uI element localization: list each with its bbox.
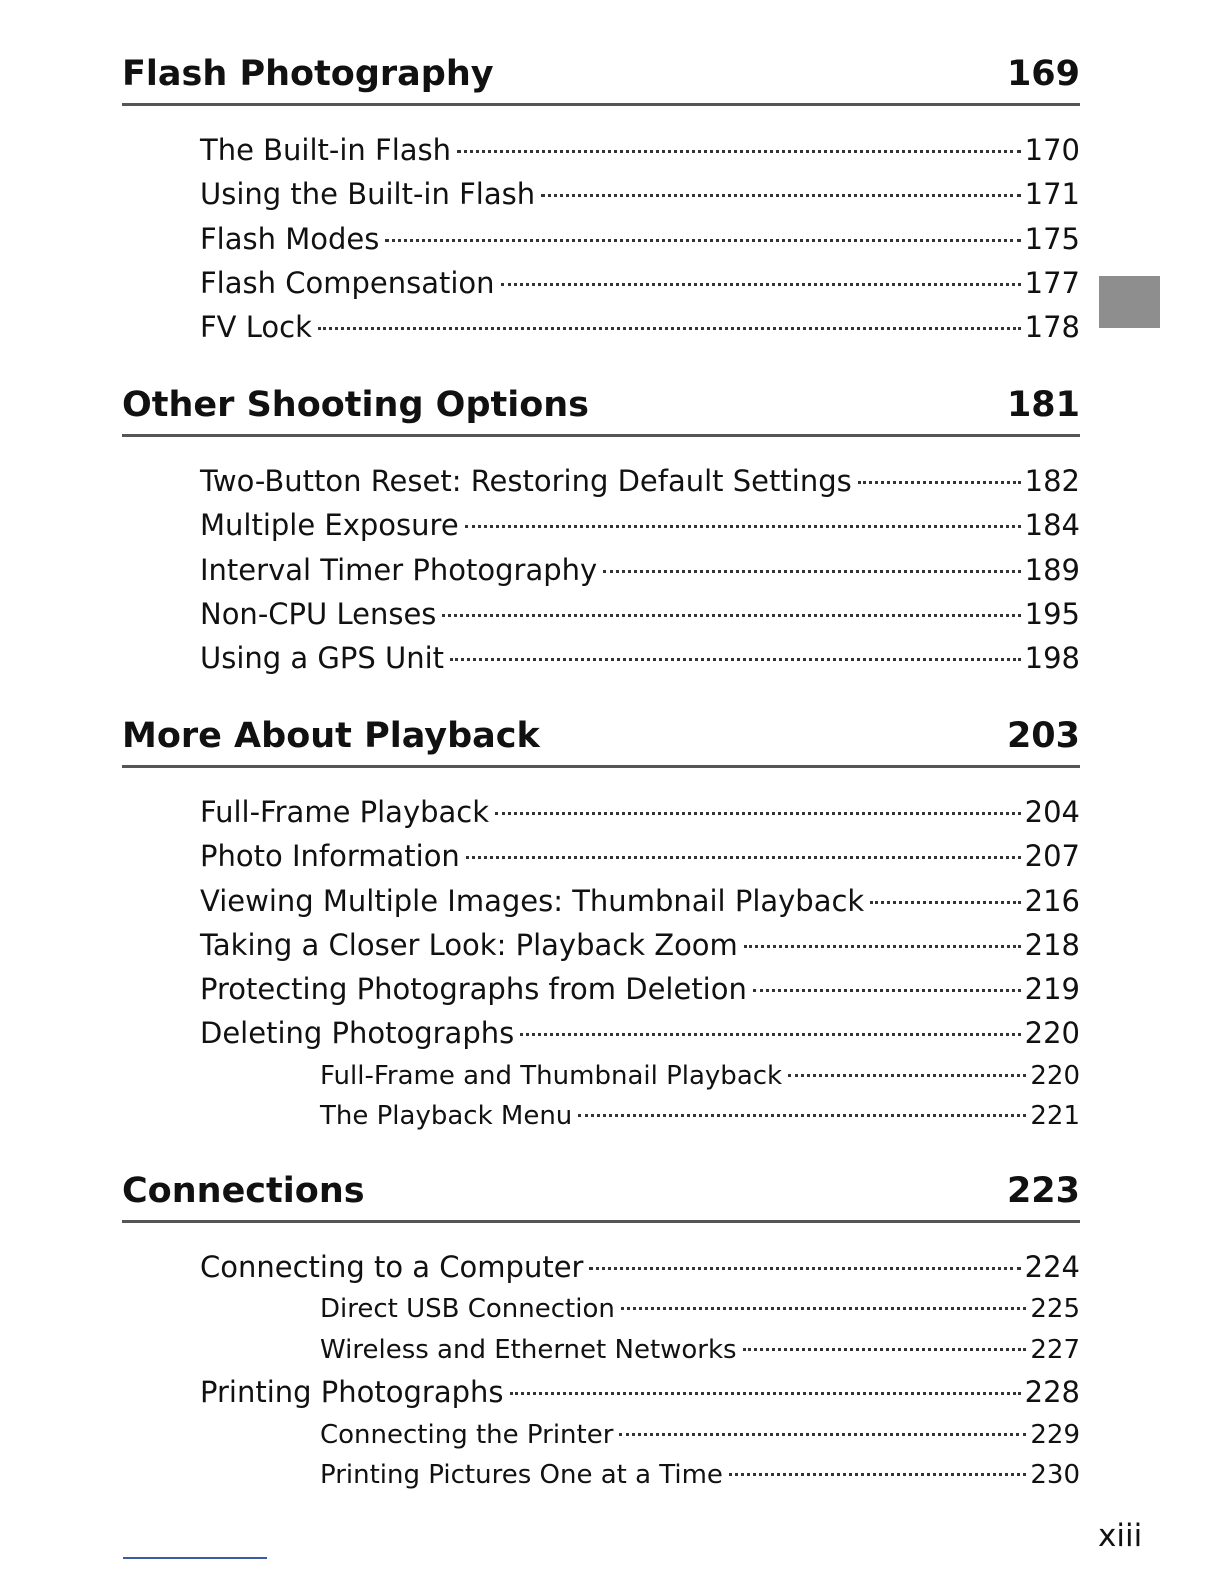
entry-page-number: 220 xyxy=(1024,1016,1080,1051)
entry-label: Using a GPS Unit xyxy=(200,641,445,676)
entry-label: Multiple Exposure xyxy=(200,508,459,543)
toc-entry[interactable] xyxy=(122,548,1080,592)
entry-label: Two-Button Reset: Restoring Default Settings xyxy=(200,464,852,498)
toc-entry[interactable] xyxy=(122,172,1080,216)
entry-label: Non-CPU Lenses xyxy=(200,596,437,631)
entry-page-number: 228 xyxy=(1024,1375,1080,1410)
entry-page-number: 220 xyxy=(1030,1060,1080,1091)
entry-label: Interval Timer Photography xyxy=(200,552,598,587)
leader-dots xyxy=(621,1307,1026,1310)
entry-label: Flash Modes xyxy=(200,221,380,256)
leader-dots xyxy=(442,614,1020,617)
entry-label: Connecting the Printer xyxy=(320,1419,614,1450)
toc-subentry[interactable] xyxy=(122,1455,1080,1496)
toc-entry[interactable] xyxy=(122,305,1080,349)
toc-entry[interactable] xyxy=(122,790,1080,834)
entry-label: Printing Pictures One at a Time xyxy=(320,1460,723,1491)
thumb-index-tab xyxy=(1099,276,1160,328)
toc-entry[interactable] xyxy=(122,967,1080,1011)
toc-subentry[interactable] xyxy=(122,1096,1080,1137)
entry-label: FV Lock xyxy=(200,310,312,345)
entry-page-number: 225 xyxy=(1030,1294,1080,1325)
section-page-number[interactable]: 223 xyxy=(1006,1171,1080,1211)
leader-dots xyxy=(385,239,1020,242)
entry-page-number: 219 xyxy=(1024,972,1080,1007)
entry-label: Using the Built-in Flash xyxy=(200,177,536,212)
leader-dots xyxy=(858,481,1021,484)
toc-entry[interactable] xyxy=(122,636,1080,680)
entry-list xyxy=(122,459,1080,680)
leader-dots xyxy=(541,194,1021,197)
leader-dots xyxy=(450,658,1021,661)
entry-page-number: 224 xyxy=(1024,1250,1080,1284)
entry-label: Connecting to a Computer xyxy=(200,1250,584,1284)
section-header xyxy=(122,381,1080,437)
leader-dots xyxy=(510,1392,1021,1395)
toc-subentry[interactable] xyxy=(122,1415,1080,1456)
toc-entry[interactable] xyxy=(122,1245,1080,1289)
entry-label: Deleting Photographs xyxy=(200,1016,515,1051)
section-title[interactable]: Flash Photography xyxy=(122,54,494,94)
section-title[interactable]: More About Playback xyxy=(122,716,540,756)
entry-label: Photo Information xyxy=(200,839,460,874)
entry-page-number: 221 xyxy=(1030,1101,1080,1132)
entry-page-number: 216 xyxy=(1024,883,1080,918)
entry-page-number: 195 xyxy=(1024,596,1080,631)
entry-page-number: 175 xyxy=(1024,221,1080,256)
entry-list xyxy=(122,1245,1080,1496)
section-page-number[interactable]: 203 xyxy=(1006,716,1080,756)
toc-entry[interactable] xyxy=(122,261,1080,305)
toc-entry[interactable] xyxy=(122,834,1080,878)
leader-dots xyxy=(318,327,1021,330)
section-header xyxy=(122,712,1080,768)
entry-label: Viewing Multiple Images: Thumbnail Playback xyxy=(200,883,865,918)
leader-dots xyxy=(520,1033,1020,1036)
toc-entry[interactable] xyxy=(122,1370,1080,1414)
leader-dots xyxy=(457,150,1021,153)
entry-label: Protecting Photographs from Deletion xyxy=(200,972,747,1007)
toc-section-flash-photography xyxy=(122,50,1080,349)
entry-page-number: 229 xyxy=(1030,1419,1080,1450)
toc-section-connections xyxy=(122,1167,1080,1496)
entry-list xyxy=(122,128,1080,349)
entry-list xyxy=(122,790,1080,1137)
leader-dots xyxy=(465,525,1021,528)
entry-page-number: 170 xyxy=(1024,133,1080,167)
leader-dots xyxy=(603,570,1020,573)
entry-label: Wireless and Ethernet Networks xyxy=(320,1334,737,1365)
entry-page-number: 227 xyxy=(1030,1334,1080,1365)
toc-subentry[interactable] xyxy=(122,1289,1080,1330)
leader-dots xyxy=(753,989,1021,992)
leader-dots xyxy=(788,1074,1026,1077)
leader-dots xyxy=(729,1473,1026,1476)
section-page-number[interactable]: 181 xyxy=(1006,385,1080,425)
toc-section-other-shooting-options xyxy=(122,381,1080,680)
entry-label: Flash Compensation xyxy=(200,265,495,300)
toc-entry[interactable] xyxy=(122,592,1080,636)
section-title[interactable]: Other Shooting Options xyxy=(122,385,590,425)
leader-dots xyxy=(743,1348,1027,1351)
entry-label: Printing Photographs xyxy=(200,1375,504,1410)
toc-entry[interactable] xyxy=(122,1011,1080,1055)
entry-page-number: 218 xyxy=(1024,927,1080,962)
section-header xyxy=(122,50,1080,106)
entry-page-number: 204 xyxy=(1024,795,1080,829)
toc-subentry[interactable] xyxy=(122,1056,1080,1097)
entry-label: The Built-in Flash xyxy=(200,133,452,167)
entry-page-number: 178 xyxy=(1024,310,1080,345)
entry-page-number: 184 xyxy=(1024,508,1080,543)
toc-section-more-about-playback xyxy=(122,712,1080,1137)
entry-page-number: 207 xyxy=(1024,839,1080,874)
leader-dots xyxy=(501,283,1021,286)
entry-label: Full-Frame and Thumbnail Playback xyxy=(320,1060,783,1091)
entry-page-number: 182 xyxy=(1024,464,1080,498)
toc-entry[interactable] xyxy=(122,459,1080,503)
leader-dots xyxy=(589,1267,1020,1270)
toc-entry[interactable] xyxy=(122,217,1080,261)
toc-entry[interactable] xyxy=(122,128,1080,172)
entry-label: The Playback Menu xyxy=(320,1101,573,1132)
footer-rule xyxy=(123,1557,267,1559)
section-header xyxy=(122,1167,1080,1223)
leader-dots xyxy=(466,856,1021,859)
entry-label: Full-Frame Playback xyxy=(200,795,490,829)
toc-entry[interactable] xyxy=(122,503,1080,547)
entry-page-number: 198 xyxy=(1024,641,1080,676)
leader-dots xyxy=(619,1433,1026,1436)
entry-page-number: 230 xyxy=(1030,1460,1080,1491)
leader-dots xyxy=(870,901,1020,904)
page-number: xiii xyxy=(1098,1518,1143,1554)
section-title[interactable]: Connections xyxy=(122,1171,365,1211)
entry-label: Taking a Closer Look: Playback Zoom xyxy=(200,927,738,962)
toc-subentry[interactable] xyxy=(122,1330,1080,1371)
toc-entry[interactable] xyxy=(122,879,1080,923)
entry-page-number: 189 xyxy=(1024,552,1080,587)
section-page-number[interactable]: 169 xyxy=(1006,54,1080,94)
leader-dots xyxy=(578,1114,1026,1117)
entry-page-number: 177 xyxy=(1024,265,1080,300)
leader-dots xyxy=(495,812,1021,815)
entry-label: Direct USB Connection xyxy=(320,1294,615,1325)
toc-entry[interactable] xyxy=(122,923,1080,967)
entry-page-number: 171 xyxy=(1024,177,1080,212)
leader-dots xyxy=(744,945,1021,948)
